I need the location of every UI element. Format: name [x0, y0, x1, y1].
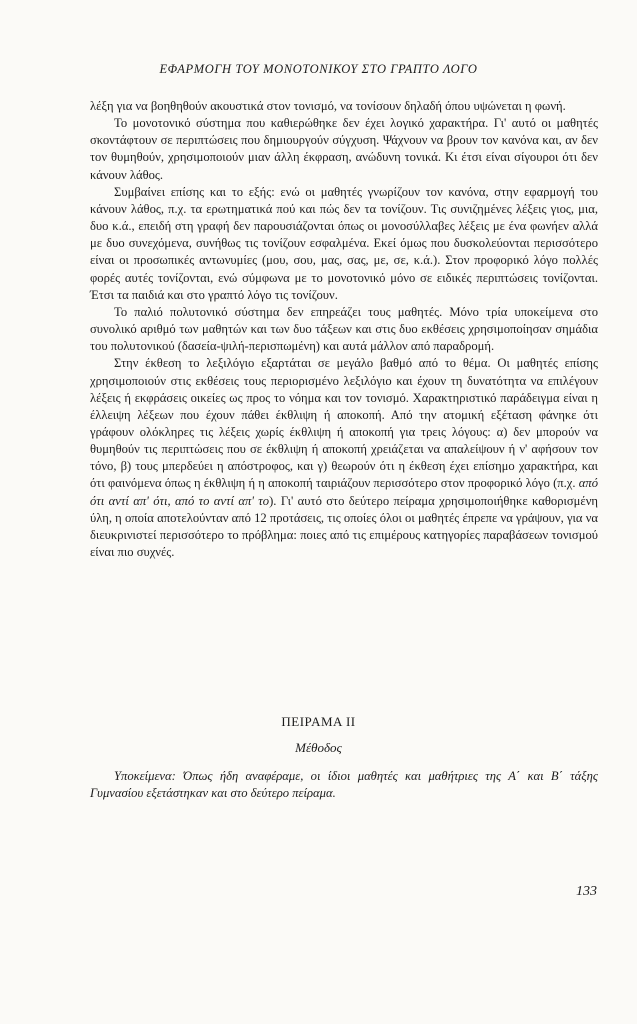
paragraph-5-text: Στην έκθεση το λεξιλόγιο εξαρτάται σε μεγάλο βαθμό από το θέμα. Οι μαθητές επίσης χρησιμοποιούν στις εκθέσεις τους περιορισμένο λεξιλόγιο και έχουν τη δυνατότητα να επιλέγουν λέξεις ή εκφράσεις οικείες ως προς το νόημα και τον τονισμό. Χαρακτηριστικό παράδειγμα είναι η έλλειψη λέξεων που έχουν πάθει έκθλιψη ή αποκοπή. Από την ατομική εξέταση φάνηκε ότι γράφουν ολόκληρες τις λέξεις χωρίς έκθλιψη ή αποκοπή για τρεις λόγους: α) δεν μπορούν να θυμηθούν τις περιπτώσεις που σε έκθλιψη ή αποκοπή χρειάζεται να απαλείψουν ή ν' αφήσουν τον τόνο, β) τους μπερδεύει η απόστροφος, και γ) θεωρούν ότι η έκθεση έχει επίσημο χαρακτήρα, και ότι φαινόμενα όπως η έκθλιψη ή η αποκοπή ταιριάζουν περισσότερο στον προφορικό λόγο (π.χ. — [90, 356, 598, 491]
paragraph-5-continuation: ). Γι' αυτό στο δεύτερο πείραμα χρησιμοποιήθηκε καθορισμένη ύλη, η οποία αποτελούνταν από 12 προτάσεις, τις οποίες όλοι οι μαθητές έπρεπε να γράψουν, για να διευκρινιστεί περισσότερο το πρόβλημα: ποιες από τις επιμέρους κατηγορίες παραβάσεων τονισμού είναι πιο συχνές. — [90, 493, 598, 560]
subjects-paragraph — [90, 768, 598, 802]
paragraph-4: Το παλιό πολυτονικό σύστημα δεν επηρεάζει τους μαθητές. Μόνο τρία υποκείμενα στο συνολικό αριθμό των μαθητών και των δυο τάξεων και στις δυο εκθέσεις χρησιμοποίησαν σημάδια του πολυτονικού (δασεία-ψιλή-περισπωμένη) και αυτά μάλλον από παραδρομή. — [90, 304, 598, 354]
running-head: ΕΦΑΡΜΟΓΗ ΤΟΥ ΜΟΝΟΤΟΝΙΚΟΥ ΣΤΟ ΓΡΑΠΤΟ ΛΟΓΟ — [159, 62, 478, 76]
paragraph-5 — [90, 355, 598, 561]
paragraph-2: Το μονοτονικό σύστημα που καθιερώθηκε δεν έχει λογικό χαρακτήρα. Γι' αυτό οι μαθητές σκοντάφτουν σε περιπτώσεις που δημιουργούν σύγχυση. Ψάχνουν να βρουν τον κανόνα και, αν δεν τον θυμηθούν, χρησιμοποιούν μιαν άλλη έκφραση, ανώδυνη τονικά. Κι έτσι είναι σίγουροι ότι δεν κάνουν λάθος. — [90, 116, 598, 182]
paragraph-1: λέξη για να βοηθηθούν ακουστικά στον τονισμό, να τονίσουν δηλαδή όπου υψώνεται η φωνή. — [90, 99, 566, 113]
body-text — [90, 98, 598, 561]
subsection-title: Μέθοδος — [295, 740, 342, 755]
paragraph-5-italic-example: από ότι αντί απ' ότι, από το αντί απ' το — [90, 476, 598, 508]
subjects-label: Υποκείμενα: — [114, 769, 176, 783]
paragraph-3: Συμβαίνει επίσης και το εξής: ενώ οι μαθητές γνωρίζουν τον κανόνα, στην εφαρμογή του κάνουν λάθος, π.χ. τα ερωτηματικά πού και πώς δεν τα τονίζουν. Τις συνιζημένες λέξεις γιος, μια, δυο κ.ά., επειδή στη γραφή δεν παρουσιάζονται όπως οι μονοσύλλαβες λέξεις με ένα φωνήεν αλλά με δυο συνεχόμενα, συνήθως τις τονίζουν εσφαλμένα. Εκεί όμως που δυσκολεύονται περισσότερο είναι οι προσωπικές αντωνυμίες (μου, σου, μας, σας, με, σε, κ.ά.). Στον προφορικό λόγο πολλές φορές αυτές τονίζονται, ενώ σύμφωνα με το μονοτονικό μόνο σε ειδικές περιπτώσεις τονίζονται. Έτσι τα παιδιά και στο γραπτό λόγο τις τονίζουν. — [90, 184, 598, 302]
section-title: ΠΕΙΡΑΜΑ ΙΙ — [281, 714, 356, 729]
subjects-text: Όπως ήδη αναφέραμε, οι ίδιοι μαθητές και μαθήτριες της Α΄ και Β΄ τάξης Γυμνασίου εξετάστηκαν και στο δεύτερο πείραμα. — [90, 769, 598, 801]
page-number: 133 — [576, 884, 597, 899]
